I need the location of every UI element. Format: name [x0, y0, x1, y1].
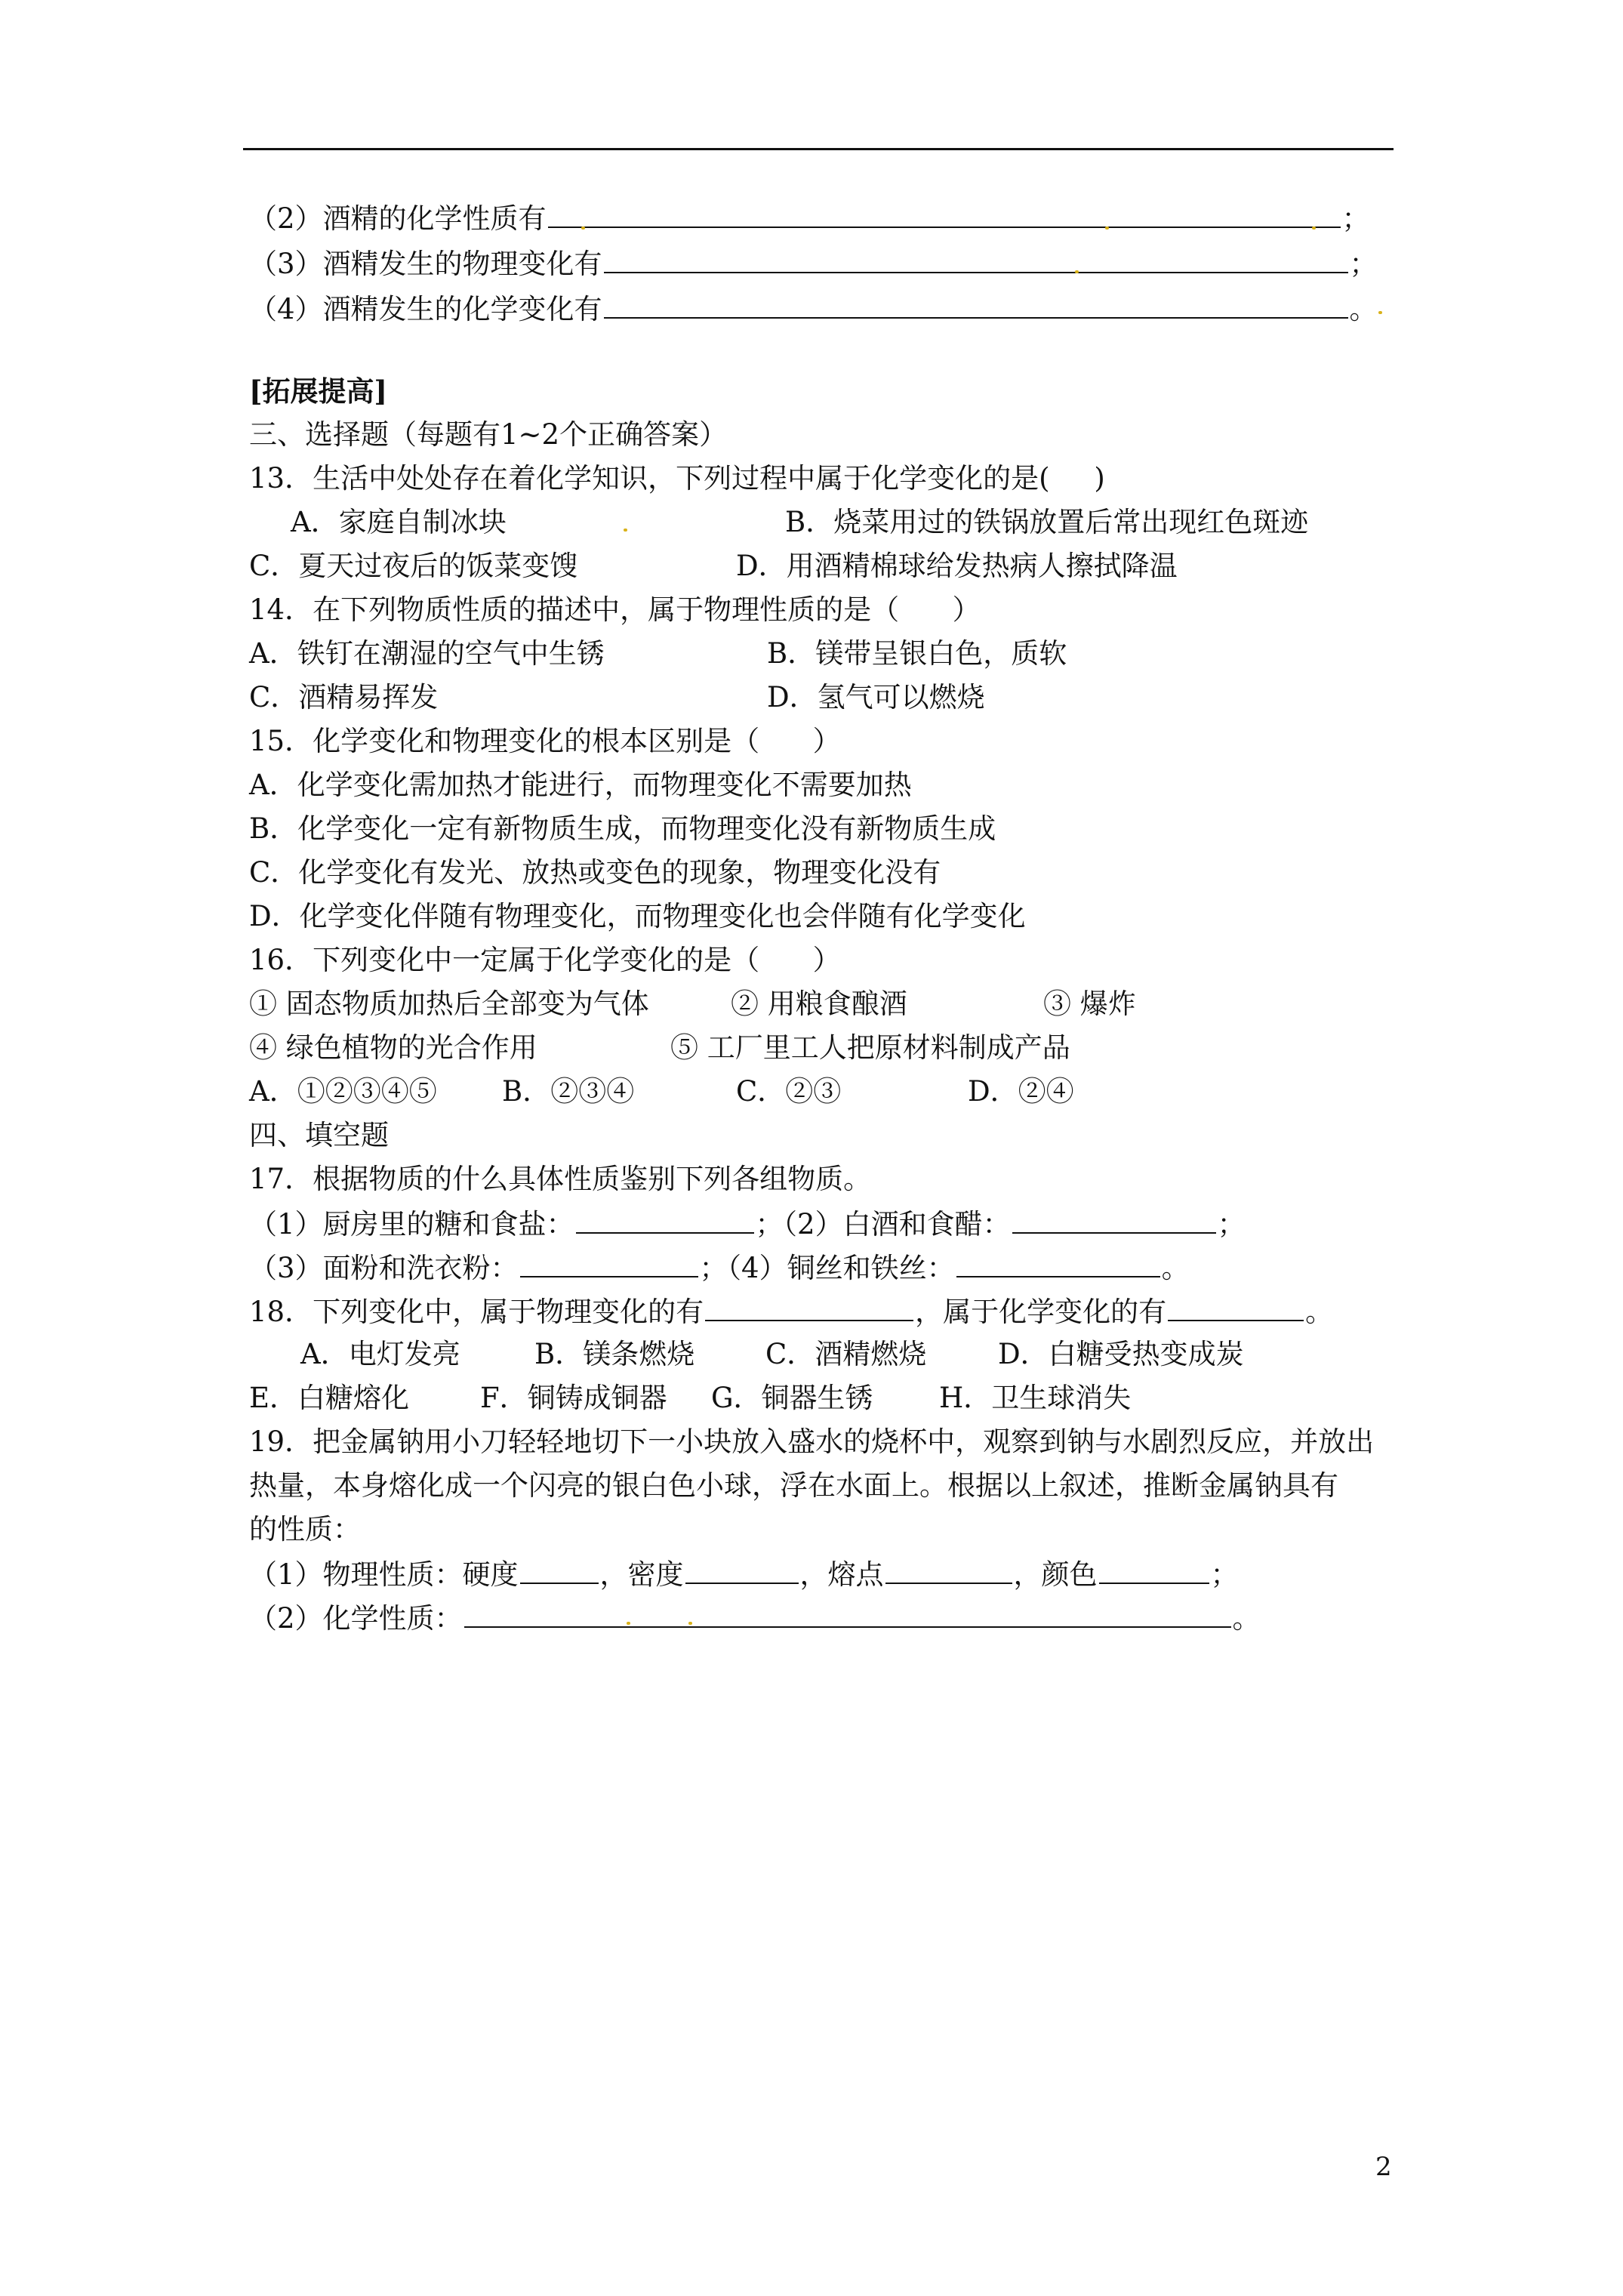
q17-part1-label: （1）厨房里的糖和食盐：: [249, 1208, 574, 1240]
q13-option-a[interactable]: A．家庭自制冰块: [291, 506, 507, 538]
q18-stem-text: ，属于化学变化的有: [915, 1296, 1167, 1328]
q18-stem: [249, 1294, 1333, 1327]
answer-blank-hardness[interactable]: [520, 1557, 599, 1584]
q17-part2-label: （2）白酒和食醋：: [783, 1208, 1011, 1240]
scan-speck: [581, 227, 585, 230]
q17-part4-label: （4）铜丝和铁丝：: [727, 1252, 955, 1284]
punctuation: ；: [1210, 1558, 1239, 1591]
q12-part2-line: [249, 201, 1370, 234]
q12-part4-label: （4）酒精发生的化学变化有: [249, 293, 602, 325]
answer-blank[interactable]: [956, 1250, 1160, 1277]
answer-blank[interactable]: [1168, 1294, 1304, 1321]
q12-part3-line: [249, 246, 1378, 279]
q15-option-d[interactable]: D．化学变化伴随有物理变化，而物理变化也会伴随有化学变化: [249, 900, 1026, 932]
q18-option-e: E．白糖熔化: [249, 1382, 410, 1414]
q18-option-g: G．铜器生锈: [711, 1382, 873, 1414]
punctuation: 。: [1161, 1252, 1190, 1284]
q16-item-1: ① 固态物质加热后全部变为气体: [249, 988, 649, 1020]
scan-speck: [1378, 311, 1382, 314]
answer-blank[interactable]: [705, 1294, 913, 1321]
answer-blank-melting-point[interactable]: [885, 1557, 1012, 1584]
page-number: 2: [1375, 2152, 1392, 2182]
q13-option-b[interactable]: B．烧菜用过的铁锅放置后常出现红色斑迹: [785, 506, 1309, 538]
q17-line-1: [249, 1207, 1246, 1240]
q16-stem: 16．下列变化中一定属于化学变化的是（ ）: [249, 944, 841, 976]
punctuation: 。: [1305, 1296, 1334, 1328]
punctuation: ；: [699, 1252, 728, 1284]
q18-option-d: D．白糖受热变成炭: [998, 1338, 1244, 1370]
q16-option-b[interactable]: B．②③④: [502, 1075, 635, 1108]
answer-blank[interactable]: [548, 201, 1341, 228]
q18-stem-text: 18．下列变化中，属于物理变化的有: [249, 1296, 704, 1328]
q18-option-f: F．铜铸成铜器: [480, 1382, 667, 1414]
q14-stem: 14．在下列物质性质的描述中，属于物理性质的是（ ）: [249, 593, 981, 626]
q15-stem: 15．化学变化和物理变化的根本区别是（ ）: [249, 725, 841, 757]
answer-blank[interactable]: [520, 1250, 698, 1277]
q19-chemical-line: [249, 1601, 1261, 1634]
q16-item-3: ③ 爆炸: [1043, 988, 1136, 1020]
scan-speck: [627, 1622, 630, 1625]
punctuation: 。: [1349, 293, 1378, 325]
q17-stem: 17．根据物质的什么具体性质鉴别下列各组物质。: [249, 1163, 872, 1195]
q19-chemical-label: （2）化学性质：: [249, 1602, 463, 1635]
q18-option-a: A．电灯发亮: [300, 1338, 460, 1370]
q12-part3-label: （3）酒精发生的物理变化有: [249, 248, 602, 280]
q12-part4-line: [249, 291, 1378, 325]
section-heading-extension: [拓展提高]: [249, 374, 388, 408]
scan-speck: [624, 529, 627, 532]
q15-option-b[interactable]: B．化学变化一定有新物质生成，而物理变化没有新物质生成: [249, 812, 996, 845]
q19-stem-line-1: 19．把金属钠用小刀轻轻地切下一小块放入盛水的烧杯中，观察到钠与水剧烈反应，并放出: [249, 1425, 1375, 1458]
q19-physical-label: （1）物理性质：硬度: [249, 1558, 519, 1591]
scan-speck: [688, 1622, 692, 1625]
q13-option-d[interactable]: D．用酒精棉球给发热病人擦拭降温: [736, 550, 1178, 582]
q14-option-c[interactable]: C．酒精易挥发: [249, 681, 439, 713]
punctuation: ；: [1217, 1208, 1246, 1240]
scan-speck: [1312, 227, 1316, 230]
q19-stem-line-2: 热量，本身熔化成一个闪亮的银白色小球，浮在水面上。根据以上叙述，推断金属钠具有: [249, 1469, 1338, 1502]
q17-line-2: [249, 1250, 1190, 1284]
q14-option-d[interactable]: D．氢气可以燃烧: [767, 681, 985, 713]
q17-part3-label: （3）面粉和洗衣粉：: [249, 1252, 519, 1284]
answer-blank-color[interactable]: [1099, 1557, 1209, 1584]
answer-blank[interactable]: [576, 1207, 754, 1234]
q19-density-label: ，密度: [599, 1558, 684, 1591]
answer-blank[interactable]: [604, 291, 1348, 319]
q16-option-a[interactable]: A．①②③④⑤: [249, 1075, 437, 1108]
q14-option-b[interactable]: B．镁带呈银白色，质软: [767, 637, 1067, 670]
answer-blank[interactable]: [1012, 1207, 1216, 1234]
punctuation: ；: [1349, 248, 1378, 280]
part3-heading: 三、选择题（每题有1~2个正确答案）: [249, 418, 728, 451]
punctuation: ；: [755, 1208, 784, 1240]
q12-part2-label: （2）酒精的化学性质有: [249, 202, 547, 235]
q16-item-2: ② 用粮食酿酒: [731, 988, 907, 1020]
q14-option-a[interactable]: A．铁钉在潮湿的空气中生锈: [249, 637, 605, 670]
q16-option-c[interactable]: C．②③: [736, 1075, 842, 1108]
answer-blank[interactable]: [464, 1601, 1231, 1628]
scan-speck: [1105, 227, 1109, 230]
scan-speck: [1075, 270, 1079, 273]
q19-stem-line-3: 的性质：: [249, 1513, 361, 1546]
q18-option-c: C．酒精燃烧: [765, 1338, 927, 1370]
q13-option-c[interactable]: C．夏天过夜后的饭菜变馊: [249, 550, 578, 582]
q19-physical-line: [249, 1557, 1239, 1590]
answer-blank-density[interactable]: [685, 1557, 799, 1584]
punctuation: 。: [1232, 1602, 1261, 1635]
q18-option-b: B．镁条燃烧: [534, 1338, 695, 1370]
q19-color-label: ，颜色: [1013, 1558, 1098, 1591]
q16-item-4: ④ 绿色植物的光合作用: [249, 1031, 537, 1064]
q16-item-5: ⑤ 工厂里工人把原材料制成产品: [670, 1031, 1070, 1064]
punctuation: ；: [1341, 202, 1370, 235]
header-rule: [243, 148, 1394, 150]
q16-option-d[interactable]: D．②④: [968, 1075, 1074, 1108]
q15-option-c[interactable]: C．化学变化有发光、放热或变色的现象，物理变化没有: [249, 856, 941, 889]
q18-option-h: H．卫生球消失: [939, 1382, 1132, 1414]
part4-heading: 四、填空题: [249, 1119, 389, 1151]
q15-option-a[interactable]: A．化学变化需加热才能进行，而物理变化不需要加热: [249, 769, 912, 801]
answer-blank[interactable]: [604, 246, 1348, 273]
q13-stem: 13．生活中处处存在着化学知识，下列过程中属于化学变化的是( ): [249, 462, 1105, 495]
q19-melting-label: ，熔点: [799, 1558, 884, 1591]
